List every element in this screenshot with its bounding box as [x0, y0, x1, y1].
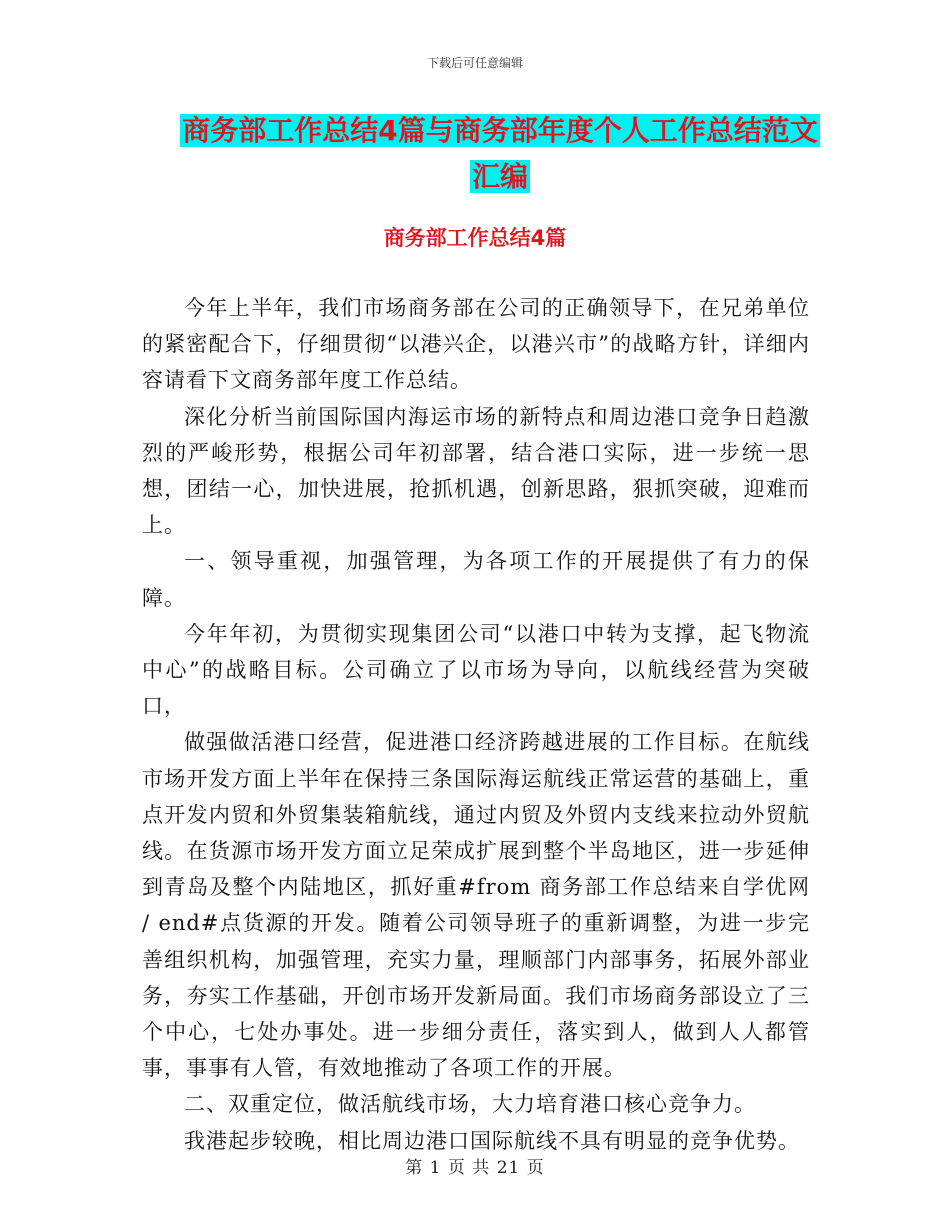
paragraph: 我港起步较晚，相比周边港口国际航线不具有明显的竞争优势。 [184, 1128, 800, 1153]
paragraph: 二、双重定位，做活航线市场，大力培育港口核心竞争力。 [184, 1092, 756, 1117]
paragraph: 一、领导重视，加强管理，为各项工作的开展提供了有力的保障。 [142, 549, 810, 610]
page-footer: 第 1 页 共 21 页 [405, 1158, 545, 1178]
paragraph: 今年年初，为贯彻实现集团公司“以港口中转为支撑，起飞物流中心”的战略目标。公司确立了以市场为导向，以航线经营为突破口， [142, 621, 810, 719]
paragraph: 今年上半年，我们市场商务部在公司的正确领导下，在兄弟单位的紧密配合下，仔细贯彻“以港兴企，以港兴市”的战略方针，详细内容请看下文商务部年度工作总结。 [142, 296, 810, 393]
paragraph: 深化分析当前国际国内海运市场的新特点和周边港口竞争日趋激烈的严峻形势，根据公司年初部署，结合港口实际，进一步统一思想，团结一心，加快进展，抢抓机遇，创新思路，狠抓突破，迎难而上。 [142, 404, 810, 538]
section-title: 商务部工作总结4篇 [383, 226, 567, 250]
body-text [142, 290, 810, 1159]
header-note: 下载后可任意编辑 [426, 56, 523, 70]
document-title [150, 108, 850, 200]
document-title-line-2: 汇编 [471, 160, 528, 193]
document-title-line-1: 商务部工作总结4篇与商务部年度个人工作总结范文 [182, 114, 818, 147]
paragraph: 做强做活港口经营，促进港口经济跨越进展的工作目标。在航线市场开发方面上半年在保持三条国际海运航线正常运营的基础上，重点开发内贸和外贸集装箱航线，通过内贸及外贸内支线来拉动外贸航线。在货源市场开发方面立足荣成扩展到整个半岛地区，进一步延伸到青岛及整个内陆地区，抓好重#from 商务部工作总结来自学优网 / end#点货源的开发。随着公司领导班子的重新调整，为进一步完善组织机构，加强管理，充实力量，理顺部门内部事务，拓展外部业务，夯实工作基础，开创市场开发新局面。我们市场商务部设立了三个中心，七处办事处。进一步细分责任，落实到人，做到人人都管事，事事有人管，有效地推动了各项工作的开展。 [142, 730, 810, 1081]
